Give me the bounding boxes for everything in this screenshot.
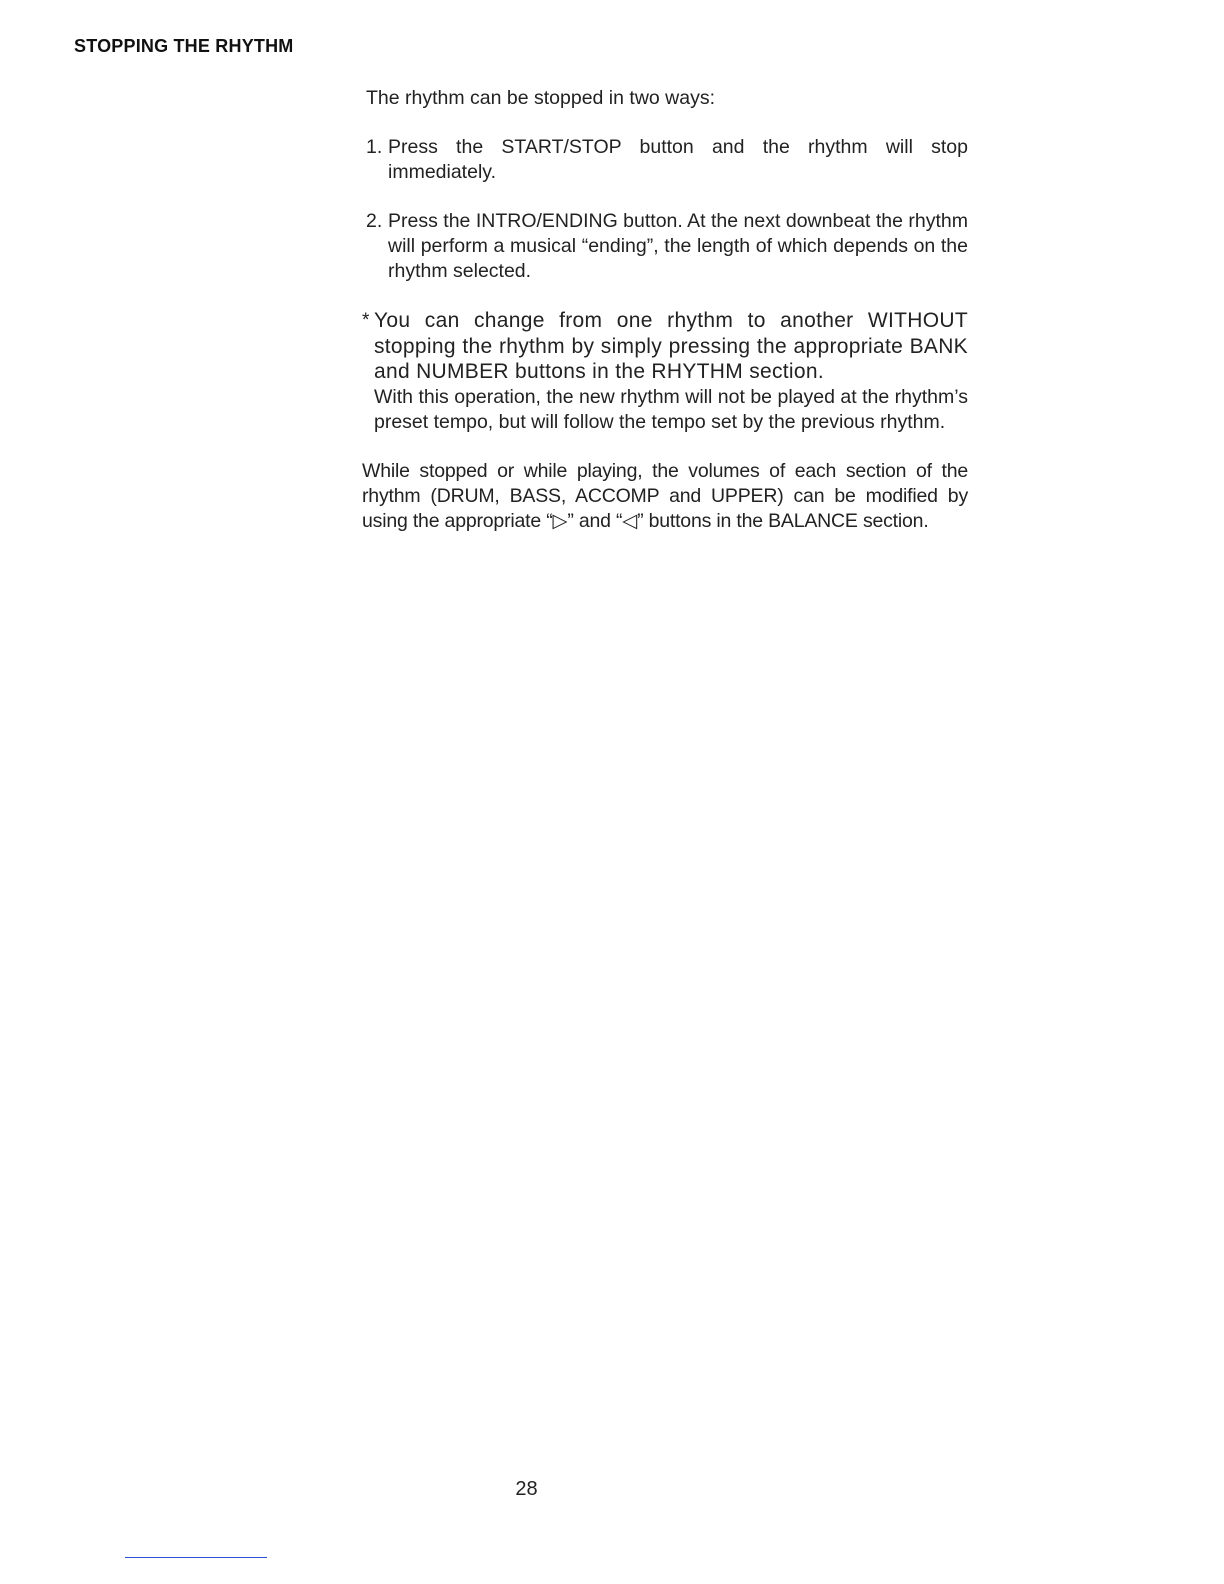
intro-paragraph: The rhythm can be stopped in two ways:	[366, 87, 716, 109]
section-heading: STOPPING THE RHYTHM	[74, 36, 294, 56]
footer-rule	[125, 1557, 267, 1558]
step-text: Press the START/STOP button and the rhythm will stop immediately.	[388, 136, 968, 183]
closing-paragraph: While stopped or while playing, the volumes of each section of the rhythm (DRUM, BASS, ACCOMP and UPPER) can be modified by using the appropriate “▷” and “◁” buttons in the BALANCE section.	[362, 459, 968, 532]
note-asterisk: *	[362, 310, 370, 331]
step-text: Press the INTRO/ENDING button. At the next downbeat the rhythm will perform a musical “ending”, the length of which depends on the rhythm selected.	[388, 210, 968, 282]
step-number: 2.	[366, 210, 383, 232]
note-content	[374, 308, 968, 435]
note-detail: With this operation, the new rhythm will not be played at the rhythm’s preset tempo, but will follow the tempo set by the previous rhythm.	[374, 385, 968, 433]
note-emphasis: You can change from one rhythm to another WITHOUT stopping the rhythm by simply pressing the appropriate BANK and NUMBER buttons in the RHYTHM section.	[374, 309, 968, 383]
page-number: 28	[515, 1478, 538, 1500]
step-item	[366, 209, 968, 284]
step-number: 1.	[366, 136, 383, 158]
body-text	[362, 86, 968, 534]
step-item	[366, 135, 968, 185]
note-block	[362, 308, 968, 435]
